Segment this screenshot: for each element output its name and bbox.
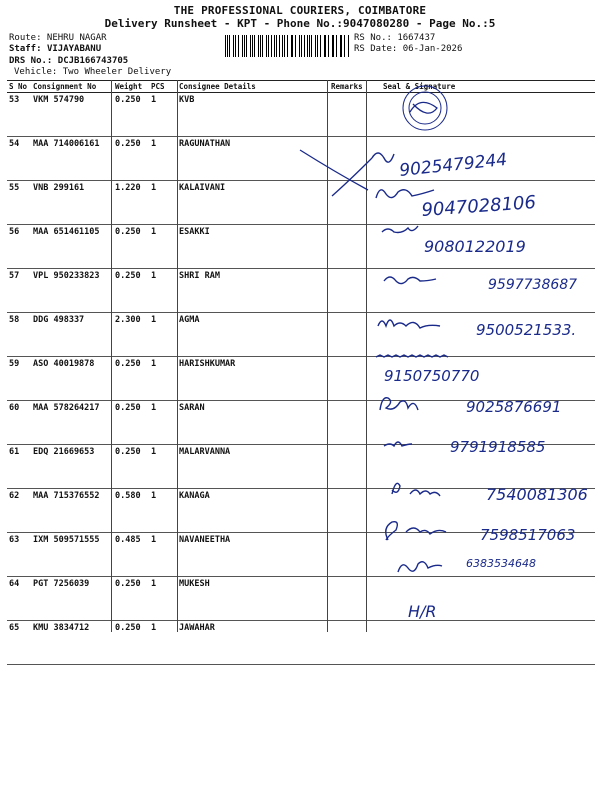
- cell-consignment-no: ASO 40019878: [31, 357, 113, 401]
- cell-sno: 59: [7, 357, 31, 401]
- cell-remarks: [329, 577, 369, 621]
- table-row: [7, 313, 595, 357]
- cell-consignment-no: VKM 574790: [31, 93, 113, 137]
- cell-consignee: MALARVANNA: [177, 445, 329, 489]
- cell-signature: [369, 225, 595, 269]
- handwritten-phone: 9025876691: [466, 398, 562, 416]
- cell-sno: 63: [7, 533, 31, 577]
- cell-remarks: [329, 93, 369, 137]
- staff-value: VIJAYABANU: [46, 44, 102, 54]
- cell-pcs: 1: [149, 577, 177, 621]
- barcode-bar: [301, 35, 302, 57]
- barcode-bar: [320, 35, 321, 57]
- barcode-bar: [333, 35, 334, 57]
- cell-signature: [369, 357, 595, 401]
- barcode: [225, 35, 350, 57]
- table-row: [7, 401, 595, 445]
- cell-pcs: 1: [149, 269, 177, 313]
- cell-consignment-no: MAA 651461105: [31, 225, 113, 269]
- cell-pcs: 1: [149, 93, 177, 137]
- cell-pcs: 1: [149, 621, 177, 665]
- company-title: THE PROFESSIONAL COURIERS, COIMBATORE: [173, 4, 427, 17]
- barcode-bar: [292, 35, 293, 57]
- cell-weight: 0.250: [113, 577, 149, 621]
- table-row: [7, 489, 595, 533]
- cell-consignee: KVB: [177, 93, 329, 137]
- cell-signature: [369, 401, 595, 445]
- barcode-bar: [254, 35, 255, 57]
- cell-consignee: KANAGA: [177, 489, 329, 533]
- cell-signature: [369, 489, 595, 533]
- handwritten-phone: 9597738687: [488, 277, 578, 293]
- cell-remarks: [329, 533, 369, 577]
- cell-sno: 58: [7, 313, 31, 357]
- col-sno: S No: [7, 81, 31, 93]
- cell-consignee: SHRI RAM: [177, 269, 329, 313]
- cell-pcs: 1: [149, 533, 177, 577]
- table-row: [7, 181, 595, 225]
- drs-line: [9, 56, 128, 66]
- cell-sno: 60: [7, 401, 31, 445]
- cell-pcs: 1: [149, 489, 177, 533]
- drs-value: DCJB166743705: [57, 56, 129, 66]
- table-row: [7, 533, 595, 577]
- cell-weight: 0.250: [113, 445, 149, 489]
- barcode-bar: [274, 35, 275, 57]
- cell-consignee: AGMA: [177, 313, 329, 357]
- handwritten-phone: 6383534648: [466, 557, 536, 570]
- cell-sno: 65: [7, 621, 31, 665]
- col-pcs: PCS: [149, 81, 177, 93]
- cell-weight: 0.580: [113, 489, 149, 533]
- col-remarks: Remarks: [329, 81, 369, 93]
- cell-signature: [369, 137, 595, 181]
- cell-pcs: 1: [149, 401, 177, 445]
- cell-remarks: [329, 313, 369, 357]
- cell-signature: [369, 577, 595, 621]
- route-label: Route: NEHRU NAGAR: [9, 33, 107, 43]
- cell-consignment-no: KMU 3834712: [31, 621, 113, 665]
- cell-consignment-no: IXM 509571555: [31, 533, 113, 577]
- col-weight: Weight: [113, 81, 149, 93]
- barcode-bar: [341, 35, 342, 57]
- barcode-bar: [262, 35, 263, 57]
- cell-weight: 2.300: [113, 313, 149, 357]
- barcode-bar: [246, 35, 247, 57]
- cell-weight: 0.250: [113, 137, 149, 181]
- col-consignee: Consignee Details: [177, 81, 329, 93]
- cell-consignment-no: DDG 498337: [31, 313, 113, 357]
- cell-signature: [369, 533, 595, 577]
- cell-remarks: [329, 181, 369, 225]
- cell-signature: [369, 269, 595, 313]
- divider: [366, 80, 367, 632]
- cell-consignee: MUKESH: [177, 577, 329, 621]
- cell-sno: 64: [7, 577, 31, 621]
- cell-consignee: SARAN: [177, 401, 329, 445]
- table-row: [7, 137, 595, 181]
- divider: [111, 80, 112, 632]
- cell-consignment-no: EDQ 21669653: [31, 445, 113, 489]
- cell-consignment-no: PGT 7256039: [31, 577, 113, 621]
- cell-sno: 62: [7, 489, 31, 533]
- cell-remarks: [329, 445, 369, 489]
- barcode-bar: [328, 35, 329, 57]
- cell-pcs: 1: [149, 357, 177, 401]
- barcode-bar: [238, 35, 239, 57]
- barcode-bar: [299, 35, 300, 57]
- handwritten-phone: 9791918585: [450, 438, 546, 456]
- cell-remarks: [329, 401, 369, 445]
- barcode-bar: [233, 35, 234, 57]
- cell-weight: 0.250: [113, 269, 149, 313]
- table-row: [7, 225, 595, 269]
- cell-weight: 0.250: [113, 225, 149, 269]
- barcode-bar: [282, 35, 283, 57]
- cell-sno: 56: [7, 225, 31, 269]
- cell-consignee: KALAIVANI: [177, 181, 329, 225]
- cell-signature: [369, 621, 595, 665]
- cell-signature: [369, 445, 595, 489]
- cell-remarks: [329, 621, 369, 665]
- runsheet-subtitle: Delivery Runsheet - KPT - Phone No.:9047080280 - Page No.:5: [104, 17, 496, 30]
- cell-consignee: ESAKKI: [177, 225, 329, 269]
- cell-remarks: [329, 137, 369, 181]
- divider: [327, 80, 328, 632]
- rs-number: RS No.: 1667437: [354, 33, 436, 43]
- barcode-bar: [225, 35, 226, 57]
- table-row: [7, 445, 595, 489]
- cell-sno: 55: [7, 181, 31, 225]
- cell-consignment-no: MAA 714006161: [31, 137, 113, 181]
- barcode-bar: [348, 35, 349, 57]
- cell-weight: 0.250: [113, 621, 149, 665]
- col-signature: Seal & Signature: [369, 81, 595, 93]
- cell-consignment-no: VNB 299161: [31, 181, 113, 225]
- cell-consignee: NAVANEETHA: [177, 533, 329, 577]
- handwritten-phone: 7540081306: [486, 485, 588, 504]
- handwritten-phone: 9080122019: [424, 237, 526, 256]
- cell-signature: [369, 181, 595, 225]
- cell-signature: [369, 93, 595, 137]
- cell-sno: 54: [7, 137, 31, 181]
- col-consignment: Consignment No: [31, 81, 113, 93]
- rs-date: RS Date: 06-Jan-2026: [354, 44, 463, 54]
- handwritten-note: H/R: [408, 602, 437, 621]
- handwritten-phone: 7598517063: [480, 526, 576, 544]
- handwritten-phone: 9500521533.: [476, 321, 577, 339]
- runsheet-table: [7, 80, 595, 665]
- table-row: [7, 621, 595, 665]
- divider: [177, 80, 178, 632]
- table-row: [7, 269, 595, 313]
- barcode-bar: [284, 35, 285, 57]
- cell-remarks: [329, 269, 369, 313]
- cell-remarks: [329, 225, 369, 269]
- table-row: [7, 577, 595, 621]
- drs-label: DRS No.:: [9, 56, 53, 66]
- cell-consignment-no: VPL 950233823: [31, 269, 113, 313]
- handwritten-phone: 9047028106: [420, 192, 537, 221]
- cell-consignee: RAGUNATHAN: [177, 137, 329, 181]
- cell-sno: 57: [7, 269, 31, 313]
- vehicle-label: Vehicle: Two Wheeler Delivery: [14, 67, 172, 77]
- table-header-row: [7, 81, 595, 93]
- barcode-bar: [315, 35, 316, 57]
- cell-weight: 1.220: [113, 181, 149, 225]
- barcode-bar: [242, 35, 243, 57]
- table-row: [7, 93, 595, 137]
- cell-sno: 53: [7, 93, 31, 137]
- cell-remarks: [329, 489, 369, 533]
- handwritten-phone: 9150750770: [384, 367, 480, 385]
- cell-pcs: 1: [149, 445, 177, 489]
- cell-consignment-no: MAA 578264217: [31, 401, 113, 445]
- staff-line: [9, 44, 101, 54]
- cell-weight: 0.485: [113, 533, 149, 577]
- cell-pcs: 1: [149, 313, 177, 357]
- cell-weight: 0.250: [113, 357, 149, 401]
- barcode-bar: [266, 35, 267, 57]
- handwritten-phone: 9025479244: [398, 149, 509, 181]
- cell-signature: [369, 313, 595, 357]
- cell-consignee: HARISHKUMAR: [177, 357, 329, 401]
- cell-pcs: 1: [149, 137, 177, 181]
- table-row: [7, 357, 595, 401]
- cell-weight: 0.250: [113, 401, 149, 445]
- cell-remarks: [329, 357, 369, 401]
- staff-label: Staff:: [9, 44, 42, 54]
- cell-pcs: 1: [149, 181, 177, 225]
- cell-pcs: 1: [149, 225, 177, 269]
- cell-consignee: JAWAHAR: [177, 621, 329, 665]
- barcode-bar: [311, 35, 312, 57]
- cell-weight: 0.250: [113, 93, 149, 137]
- cell-sno: 61: [7, 445, 31, 489]
- cell-consignment-no: MAA 715376552: [31, 489, 113, 533]
